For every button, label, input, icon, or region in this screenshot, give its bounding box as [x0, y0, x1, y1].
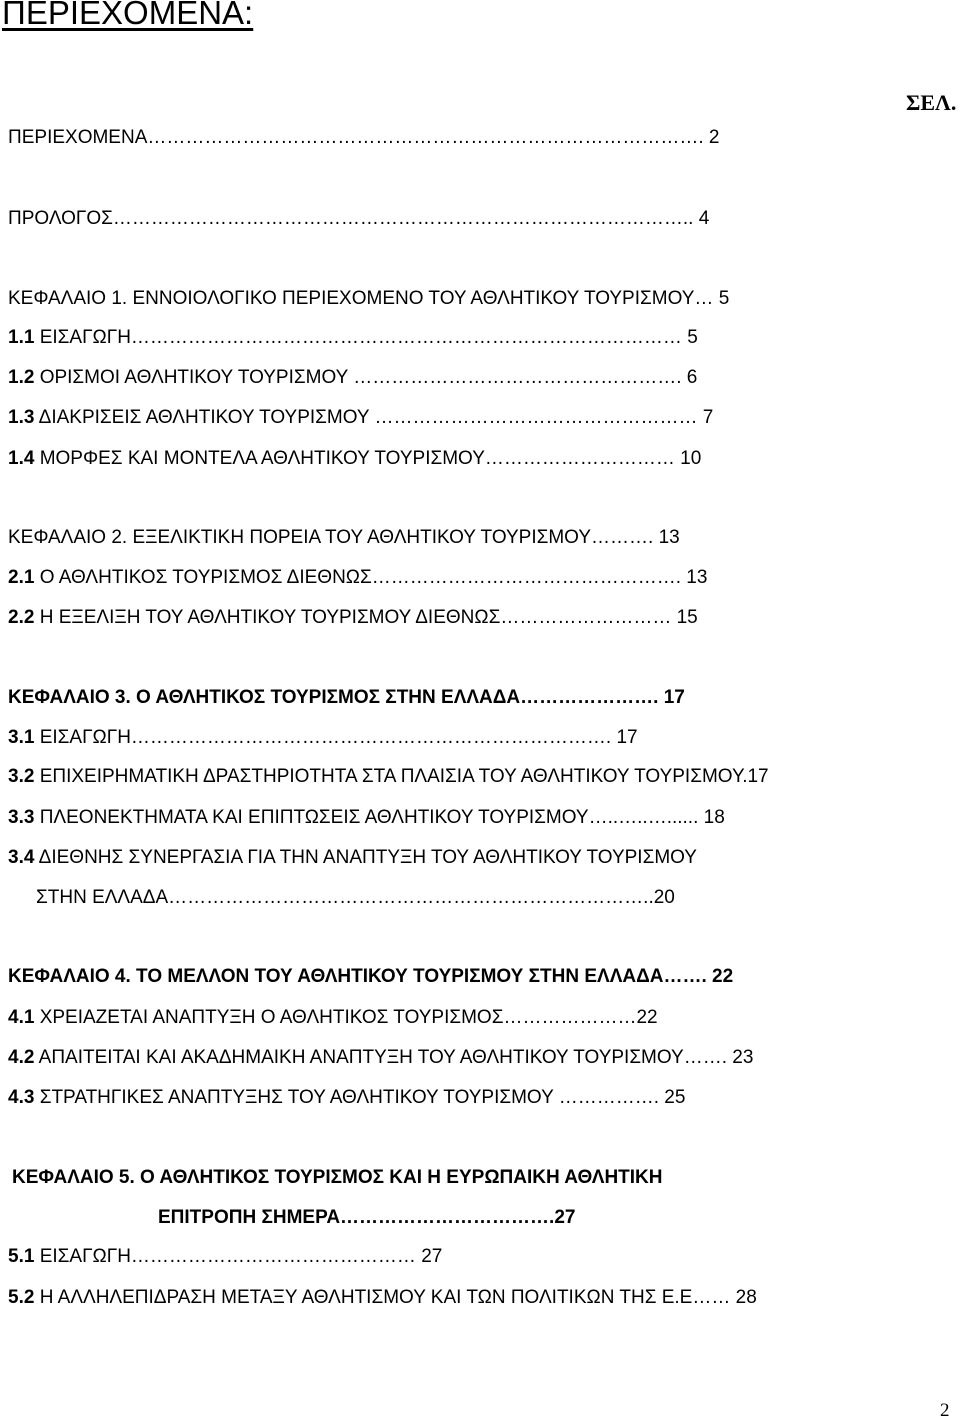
toc-entry-4-1[interactable]: 4.1 ΧΡΕΙΑΖΕΤΑΙ ΑΝΑΠΤΥΞΗ Ο ΑΘΛΗΤΙΚΟΣ ΤΟΥΡΙΣΜΟΣ…………………22 [8, 1007, 658, 1028]
toc-entry-prologue[interactable]: ΠΡΟΛΟΓΟΣ……………………………………………………………………………….. 4 [8, 208, 710, 229]
toc-entry-3-1[interactable]: 3.1 ΕΙΣΑΓΩΓΗ…………………………………………………………………. 17 [8, 727, 638, 748]
toc-entry-5-1[interactable]: 5.1 ΕΙΣΑΓΩΓΗ……………………………………… 27 [8, 1246, 443, 1267]
toc-entry-4-2[interactable]: 4.2 ΑΠΑΙΤΕΙΤΑΙ ΚΑΙ ΑΚΑΔΗΜΑΙΚΗ ΑΝΑΠΤΥΞΗ ΤΟΥ ΑΘΛΗΤΙΚΟΥ ΤΟΥΡΙΣΜΟΥ……. 23 [8, 1047, 754, 1068]
toc-entry-5-2[interactable]: 5.2 Η ΑΛΛΗΛΕΠΙΔΡΑΣΗ ΜΕΤΑΞΥ ΑΘΛΗΤΙΣΜΟΥ ΚΑΙ ΤΩΝ ΠΟΛΙΤΙΚΩΝ ΤΗΣ Ε.Ε…… 28 [8, 1287, 757, 1308]
toc-entry-1-2[interactable]: 1.2 ΟΡΙΣΜΟΙ ΑΘΛΗΤΙΚΟΥ ΤΟΥΡΙΣΜΟΥ ……………………………………………. 6 [8, 367, 698, 388]
toc-entry-3-4[interactable]: 3.4 ΔΙΕΘΝΗΣ ΣΥΝΕΡΓΑΣΙΑ ΓΙΑ ΤΗΝ ΑΝΑΠΤΥΞΗ ΤΟΥ ΑΘΛΗΤΙΚΟΥ ΤΟΥΡΙΣΜΟΥ [8, 847, 697, 868]
toc-entry-chapter-1[interactable]: ΚΕΦΑΛΑΙΟ 1. ΕΝΝΟΙΟΛΟΓΙΚΟ ΠΕΡΙΕΧΟΜΕΝΟ ΤΟΥ ΑΘΛΗΤΙΚΟΥ ΤΟΥΡΙΣΜΟΥ… 5 [8, 288, 730, 309]
toc-entry-1-4[interactable]: 1.4 ΜΟΡΦΕΣ ΚΑΙ ΜΟΝΤΕΛΑ ΑΘΛΗΤΙΚΟΥ ΤΟΥΡΙΣΜΟΥ………………………… 10 [8, 448, 702, 469]
toc-entry-1-1[interactable]: 1.1 ΕΙΣΑΓΩΓΗ…………………………………………………………………………… 5 [8, 327, 698, 348]
toc-entry-1-3[interactable]: 1.3 ΔΙΑΚΡΙΣΕΙΣ ΑΘΛΗΤΙΚΟΥ ΤΟΥΡΙΣΜΟΥ …………………………………………… 7 [8, 407, 714, 428]
toc-entry-chapter-3[interactable]: ΚΕΦΑΛΑΙΟ 3. Ο ΑΘΛΗΤΙΚΟΣ ΤΟΥΡΙΣΜΟΣ ΣΤΗΝ ΕΛΛΑΔΑ…………………. 17 [8, 687, 685, 708]
page-number: 2 [940, 1400, 950, 1421]
toc-entry-chapter-2[interactable]: ΚΕΦΑΛΑΙΟ 2. ΕΞΕΛΙΚΤΙΚΗ ΠΟΡΕΙΑ ΤΟΥ ΑΘΛΗΤΙΚΟΥ ΤΟΥΡΙΣΜΟΥ………. 13 [8, 527, 680, 548]
toc-entry-2-2[interactable]: 2.2 Η ΕΞΕΛΙΞΗ ΤΟΥ ΑΘΛΗΤΙΚΟΥ ΤΟΥΡΙΣΜΟΥ ΔΙΕΘΝΩΣ……………………… 15 [8, 607, 698, 628]
toc-entry-3-4-cont[interactable]: ΣΤΗΝ ΕΛΛΑΔΑ…………………………………………………………………..20 [36, 887, 675, 908]
toc-entry-chapter-5-cont[interactable]: ΕΠΙΤΡΟΠΗ ΣΗΜΕΡΑ…………………………….27 [158, 1207, 576, 1228]
page-title: ΠΕΡΙΕΧΟΜΕΝΑ: [2, 0, 254, 31]
toc-entry-4-3[interactable]: 4.3 ΣΤΡΑΤΗΓΙΚΕΣ ΑΝΑΠΤΥΞΗΣ ΤΟΥ ΑΘΛΗΤΙΚΟΥ ΤΟΥΡΙΣΜΟΥ ……………. 25 [8, 1087, 686, 1108]
toc-entry-chapter-5[interactable]: ΚΕΦΑΛΑΙΟ 5. Ο ΑΘΛΗΤΙΚΟΣ ΤΟΥΡΙΣΜΟΣ ΚΑΙ Η ΕΥΡΩΠΑΙΚΗ ΑΘΛΗΤΙΚΗ [12, 1167, 663, 1188]
toc-entry-2-1[interactable]: 2.1 Ο ΑΘΛΗΤΙΚΟΣ ΤΟΥΡΙΣΜΟΣ ΔΙΕΘΝΩΣ…………………………………………. 13 [8, 567, 708, 588]
toc-entry-contents[interactable]: ΠΕΡΙΕΧΟΜΕΝΑ……………………………………………………………………………. 2 [8, 127, 720, 148]
toc-entry-3-2[interactable]: 3.2 ΕΠΙΧΕΙΡΗΜΑΤΙΚΗ ΔΡΑΣΤΗΡΙΟΤΗΤΑ ΣΤΑ ΠΛΑΙΣΙΑ ΤΟΥ ΑΘΛΗΤΙΚΟΥ ΤΟΥΡΙΣΜΟΥ.17 [8, 766, 769, 787]
page-column-label: ΣΕΛ. [906, 90, 957, 115]
toc-entry-3-3[interactable]: 3.3 ΠΛΕΟΝΕΚΤΗΜΑΤΑ ΚΑΙ ΕΠΙΠΤΩΣΕΙΣ ΑΘΛΗΤΙΚΟΥ ΤΟΥΡΙΣΜΟΥ…..…..…...... 18 [8, 807, 725, 828]
toc-entry-chapter-4[interactable]: ΚΕΦΑΛΑΙΟ 4. ΤΟ ΜΕΛΛΟΝ ΤΟΥ ΑΘΛΗΤΙΚΟΥ ΤΟΥΡΙΣΜΟΥ ΣΤΗΝ ΕΛΛΑΔΑ……. 22 [8, 966, 734, 987]
